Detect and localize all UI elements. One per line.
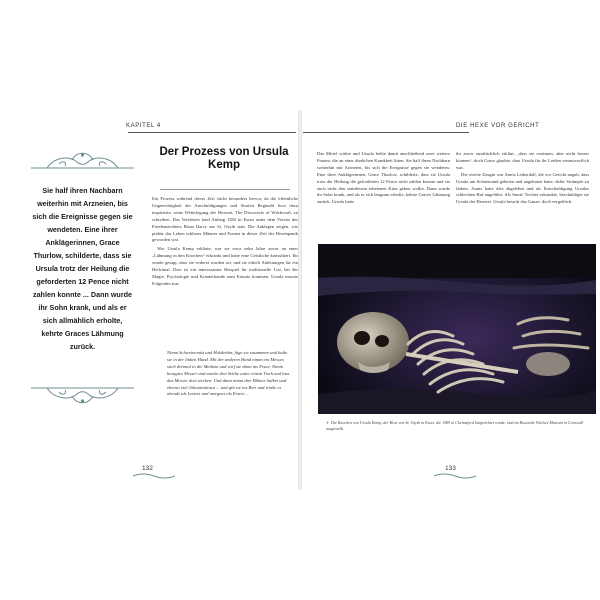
body-text-right-col1 xyxy=(317,151,450,206)
footer-ornament-right-icon xyxy=(432,472,478,480)
right-col2-paragraph-2: Die zweite Zeugin war Annis Letherdall, die vor Gericht angab, dass Ursula um Schneesand gebeten und angeboten hatte, dafür Strümpfe zu färben. Annis hatte dies abgelehnt und als Entschuldigung Ursulas schlechten Ruf angeführt. Als Annis' Tochter erkrankte, beschuldigte sie Ursula der Hexerei. Ursula bestritt das Ganze, doch vergeblich. xyxy=(456,171,589,205)
body-text-right-col2 xyxy=(456,151,589,206)
paragraph-2: Wie Ursula Kemp erklärte, war sie etwa zehn Jahre zuvor an einer „Lähmung in den Knochen“ erkrankt und hatte eine Geistliche konsultiert. Ihr wurde gesagt, dass sie verhext worden sei, und sie erhielt Anleitungen für ein Heilritual. Dies ist ein interessantes Beispiel für traditionelle List, bei der Magie, Psychologie und Kräuterkunde zum Einsatz kommen. Ursula musste Folgendes tun: xyxy=(152,246,298,286)
footer-ornament-left-icon xyxy=(131,472,177,480)
italic-quote: Nimm Schweinemist und Holderbär, füge sie zusammen und halte sie in der linken Hand. Mit der anderen Hand nimm ein Messer, stich dreimal in die Medizin und wirf sie dann ins Feuer. Nimm besagtes Messer und mache drei Stiche unter einem Tisch und lass das Messer dort stecken. Und dann nimm drei Blätter Salbei und ebenso viel Johanniskraut ... und gib sie ins Bier und trinke es abends als Letztes und morgens als Erstes ... xyxy=(167,350,290,397)
title-rule xyxy=(160,189,290,190)
header-rule-left xyxy=(128,132,296,133)
ornament-bottom-icon xyxy=(27,382,138,408)
skeleton-image xyxy=(318,244,596,414)
page-number-left: 132 xyxy=(142,465,153,472)
ornament-top-icon xyxy=(27,148,138,174)
caption-text: Die Knochen von Ursula Kemp, der Hexe von St. Osyth in Essex, die 1589 in Chelmsford hingerichtet wurde, sind im Boscastle Witches Museum in Cornwall ausgestellt. xyxy=(326,420,584,431)
pullquote: Sie half ihren Nachbarn weiterhin mit Arzneien, bis sich die Ereignisse gegen sie wendeten. Eine ihrer Anklägerinnen, Grace Thurlow, schilderte, dass sie Ursula trotz der Heilung die geforderten 12 Pence nicht zahlen konnte ... Dann wurde ihr Sohn krank, und als er sich allmählich erholte, kehrte Graces Lähmung zurück. xyxy=(32,186,133,351)
paragraph-1: Ein Prozess während dieser Zeit sticht besonders hervor, da die öffentliche Ungerechtigkeit der Anschuldigungen und Strafen Reginald Scot dazu inspirierte, seine Widerlegung der Hexerei, The Discoverie of Witchcraft, zu schreiben. Das Verfahren fand Anfang 1582 in Essex unter dem Vorsitz des Friedensrichters Brian Darcy aus St. Osyth statt. Die Anklagen zeigen, wie prekär das Leben schlauer Männer und Frauen in dieser Zeit der Hexenpanik geworden war. xyxy=(152,196,298,243)
photo-caption xyxy=(326,420,588,431)
chapter-heading-left: KAPITEL 4 xyxy=(126,123,161,129)
chapter-heading-right: DIE HEXE VOR GERICHT xyxy=(456,123,540,129)
right-col1-paragraph: Das Mittel wirkte und Ursula heilte damit anschließend zwei weitere Frauen, die an einer ähnlichen Krankheit litten. Sie half ihren Nachbarn weiterhin mit Arzneien, bis sich die Ereignisse gegen sie wendeten. Eine ihrer Anklägerinnen, Grace Thurlow, schilderte, dass sie Ursula trotz der Heilung die geforderten 12 Pence nicht zahlen konnte und sie auch nicht den stattdessen erbetenen Käse geben wollte. Dann wurde ihr Sohn krank, und als er sich langsam erholte, kehrte Graces Lähmung zurück. Ursula hatte xyxy=(317,151,450,205)
header-rule-right xyxy=(303,132,469,133)
page-number-right: 133 xyxy=(445,465,456,472)
body-text-left xyxy=(152,196,298,290)
ankh-icon: ☥ xyxy=(326,420,329,425)
right-col2-paragraph-1: ihr zuvor ausdrücklich erklärt, „dass sie erzürnen, aber nicht besser können“, doch Grace glaubte, dass Ursula für ihr Leiden verantwortlich war. xyxy=(456,151,589,170)
skeleton-photo xyxy=(318,244,596,414)
book-gutter xyxy=(298,110,302,490)
article-title: Der Prozess von Ursula Kemp xyxy=(159,146,289,171)
pullquote-box xyxy=(27,148,138,408)
